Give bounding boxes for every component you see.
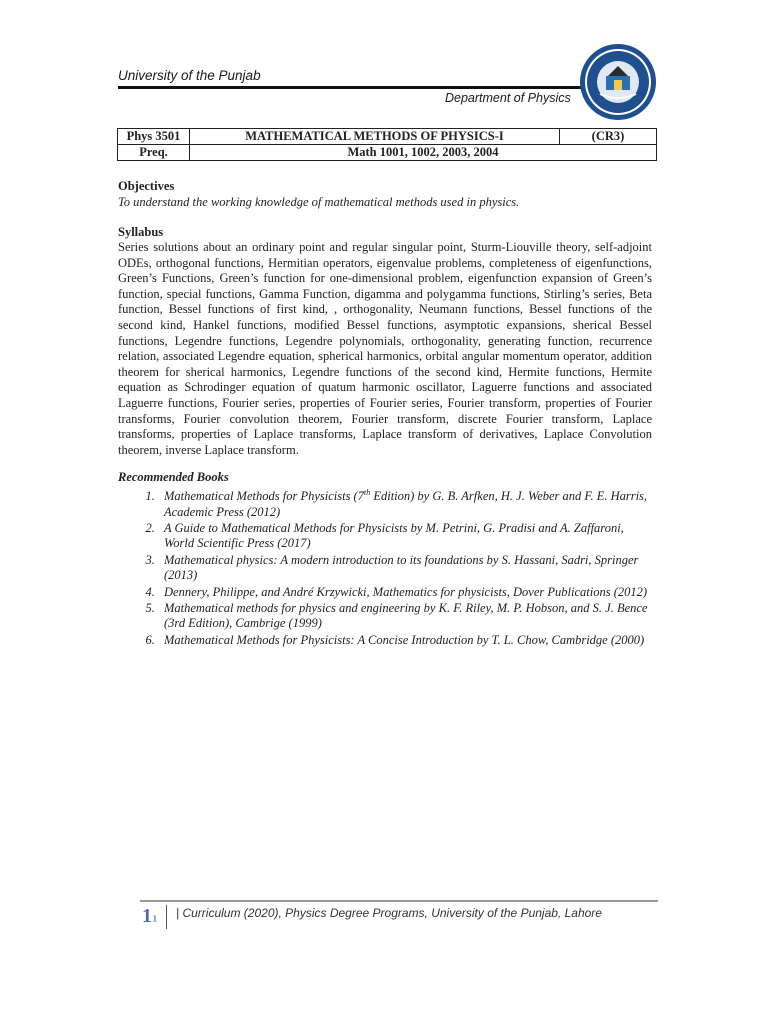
course-row: [118, 129, 657, 145]
university-name: University of the Punjab: [118, 68, 261, 83]
book-1-pre: Mathematical Methods for Physicists (7: [164, 489, 364, 504]
department-name: Department of Physics: [445, 91, 571, 105]
syllabus-section: [118, 224, 652, 458]
book-1-sup: th: [363, 488, 371, 497]
course-info-table: [117, 128, 657, 161]
page-number: [142, 905, 158, 928]
book-item: [158, 485, 652, 520]
objectives-section: [118, 178, 652, 210]
books-section: [118, 469, 652, 649]
footer-text-content: Curriculum (2020), Physics Degree Programs, University of the Punjab, Lahore: [182, 906, 602, 920]
books-heading: Recommended Books: [118, 470, 229, 484]
book-item: 2. A Guide to Mathematical Methods for Physicists by M. Petrini, G. Pradisi and A. Zaffaroni, World Scientific Press (2017): [158, 521, 652, 552]
footer-divider: [166, 905, 167, 929]
footer-rule: [140, 900, 658, 902]
page-number-small: 1: [152, 913, 158, 925]
prereq-label: Preq.: [118, 145, 190, 161]
course-title: MATHEMATICAL METHODS OF PHYSICS-I: [190, 129, 560, 145]
page-number-main: 1: [142, 905, 152, 927]
book-1-post: Edition) by G. B. Arfken, H. J. Weber and F. E. Harris, Academic Press (2012): [164, 489, 648, 519]
books-list: [118, 485, 652, 648]
book-item: 5. Mathematical methods for physics and engineering by K. F. Riley, M. P. Hobson, and S. J. Bence (3rd Edition), Cambrige (1999): [158, 601, 652, 632]
book-item: 4. Dennery, Philippe, and André Krzywicki, Mathematics for physicists, Dover Publications (2012): [158, 585, 652, 600]
footer-text: | Curriculum (2020), Physics Degree Programs, University of the Punjab, Lahore: [176, 906, 602, 920]
header-rule: [118, 86, 596, 89]
syllabus-text: Series solutions about an ordinary point and regular singular point, Sturm-Liouville theory, self-adjoint ODEs, orthogonal functions, Hermitian operators, eigenvalue problems, completeness of eigenfunctions, Green’s Functions, Green’s function for one-dimensional problem, eigenfunction expansion of Green’s function, special functions, Gamma Function, digamma and polygamma functions, Stirling’s series, Beta function, Bessel functions of first kind, , orthogonality, Neumann functions, Bessel functions of the second kind, Hankel functions, modified Bessel functions, asymptotic expansions, sherical Bessel functions, Legendre functions, Legendre polynomials, orthogonality, generating function, recurrence relation, associated Legendre equation, spherical harmonics, orbital angular momentum operator, addition theorem for sherical harmonics, Legendre functions of the second kind, Hermite functions, Hermite equation as Schrodinger equation of quatum harmonic oscillator, Laguerre functions and associated Laguerre functions, Fourier series, properties of Fourier series, Fourier transform, properties of Fourier transforms, Fourier convolution theorem, Fourier transform, discrete Fourier transform, Laplace transforms, properties of Laplace transforms, Laplace transform of derivatives, Laplace Convolution theorem, inverse Laplace transform.: [118, 240, 652, 457]
prereq-value: Math 1001, 1002, 2003, 2004: [190, 145, 657, 161]
course-code: Phys 3501: [118, 129, 190, 145]
book-item: 6. Mathematical Methods for Physicists: A Concise Introduction by T. L. Chow, Cambridge (2000): [158, 633, 652, 648]
book-item: 3. Mathematical physics: A modern introduction to its foundations by S. Hassani, Sadri, Springer (2013): [158, 553, 652, 584]
objectives-heading: Objectives: [118, 179, 175, 193]
university-seal-logo: [578, 42, 658, 122]
prereq-row: [118, 145, 657, 161]
course-credits: (CR3): [560, 129, 657, 145]
objectives-text: To understand the working knowledge of mathematical methods used in physics.: [118, 195, 520, 209]
syllabus-heading: Syllabus: [118, 225, 164, 239]
